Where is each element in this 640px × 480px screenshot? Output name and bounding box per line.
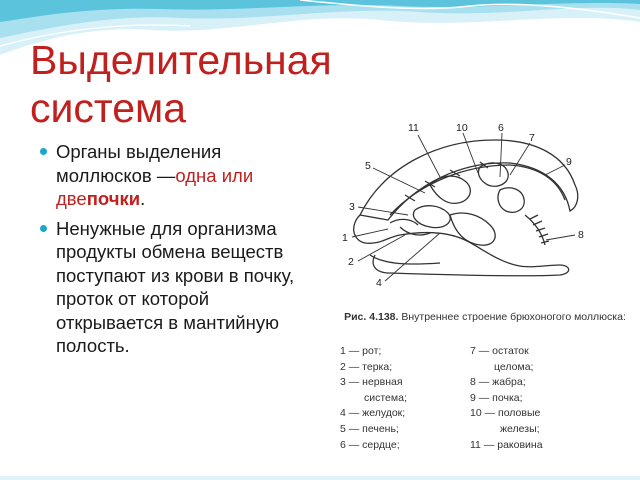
- figure-label: 3: [349, 201, 355, 213]
- caption-title: [340, 310, 630, 324]
- legend-item: 4 — желудок;: [340, 407, 406, 420]
- bullet-text-start: Органы выделения моллюсков —: [56, 141, 222, 186]
- figure-label: 5: [365, 160, 371, 172]
- bullet-text-highlight-bold: почки: [86, 188, 141, 209]
- figure-label: 8: [578, 229, 584, 241]
- bullet-list: [38, 140, 298, 364]
- bullet-dot-icon: [40, 148, 47, 155]
- title-line-1: Выделительная: [30, 37, 332, 83]
- figure-caption: [340, 310, 630, 451]
- legend-left: [340, 344, 470, 453]
- legend-item: 11 — раковина: [470, 438, 543, 451]
- figure-label: 2: [348, 256, 354, 268]
- figure-label: 1: [342, 232, 348, 244]
- legend-item: 9 — почка;: [470, 391, 523, 404]
- caption-text: Внутреннее строение брюхоногого моллюска:: [401, 311, 626, 323]
- figure-label: 9: [566, 156, 572, 168]
- legend-right: [470, 344, 590, 453]
- legend-item: 6 — сердце;: [340, 438, 400, 451]
- legend-item: 2 — терка;: [340, 360, 393, 373]
- legend-item: 1 — рот;: [340, 345, 382, 357]
- caption-number: Рис. 4.138.: [344, 311, 399, 323]
- bullet-item-waste: [38, 217, 298, 358]
- bullet-text: Ненужные для организма продукты обмена веществ поступают из крови в почку, проток от которой открывается в мантийную полость.: [56, 217, 295, 356]
- bullet-text-end: .: [140, 188, 146, 209]
- legend-item: железы;: [500, 422, 540, 435]
- title-line-2: система: [30, 85, 187, 131]
- figure-label: 10: [456, 122, 468, 134]
- legend-item: 8 — жабра;: [470, 376, 526, 389]
- figure-label: 6: [498, 122, 504, 134]
- figure-label: 7: [529, 132, 535, 144]
- figure-label: 4: [376, 277, 382, 289]
- bullet-item-organs: [38, 140, 298, 211]
- bullet-dot-icon: [40, 225, 47, 232]
- legend-item: система;: [364, 391, 407, 404]
- figure-labels: [342, 122, 584, 289]
- legend-item: 3 — нервная: [340, 376, 403, 389]
- bullet-text-highlight: одна или две: [56, 164, 254, 209]
- legend-item: 7 — остаток: [470, 345, 529, 357]
- mollusk-anatomy-figure: [330, 115, 620, 310]
- legend-item: целома;: [494, 360, 534, 373]
- figure-label: 11: [408, 122, 419, 134]
- legend-item: 5 — печень;: [340, 422, 399, 435]
- legend-item: 10 — половые: [470, 407, 541, 420]
